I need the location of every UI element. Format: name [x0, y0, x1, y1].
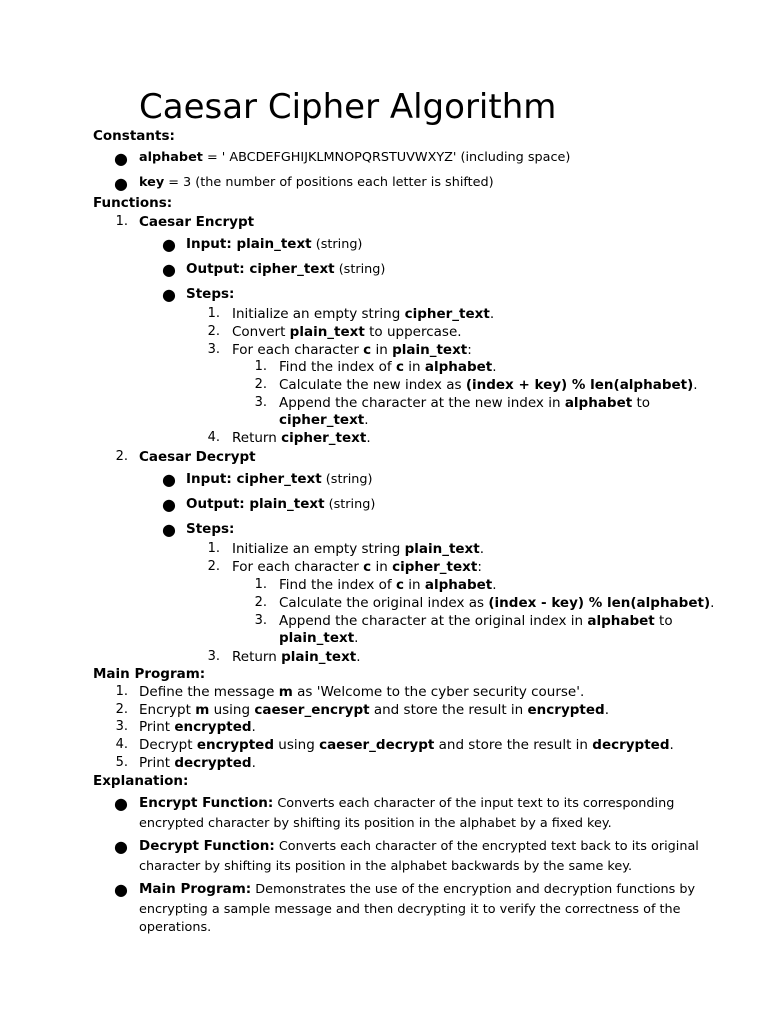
constants-heading: Constants: — [93, 128, 175, 144]
functions-heading: Functions: — [93, 195, 173, 211]
main-step-3: Print encrypted. — [139, 719, 256, 735]
list-number: 2. — [207, 324, 220, 339]
bullet-icon: ● — [162, 495, 176, 514]
encrypt-step-4: Return cipher_text. — [232, 430, 371, 446]
explanation-encrypt: Encrypt Function: Converts each character of the input text to its corresponding — [139, 795, 675, 811]
encrypt-steps-label: Steps: — [186, 286, 235, 302]
decrypt-step-1: Initialize an empty string plain_text. — [232, 541, 485, 557]
list-number: 2. — [115, 702, 128, 717]
list-number: 1. — [115, 684, 128, 699]
encrypt-step-1: Initialize an empty string cipher_text. — [232, 306, 495, 322]
list-number: 1. — [207, 306, 220, 321]
decrypt-function-title: Caesar Decrypt — [139, 449, 256, 465]
list-number: 1. — [115, 214, 128, 229]
explanation-encrypt-line2: encrypted character by shifting its position in the alphabet by a fixed key. — [139, 816, 612, 831]
encrypt-function-title: Caesar Encrypt — [139, 214, 255, 230]
list-number: 3. — [254, 613, 267, 628]
encrypt-output: Output: cipher_text (string) — [186, 261, 386, 277]
decrypt-steps-label: Steps: — [186, 521, 235, 537]
bullet-icon: ● — [162, 235, 176, 254]
encrypt-step-3: For each character c in plain_text: — [232, 342, 472, 358]
bullet-icon: ● — [114, 174, 128, 193]
decrypt-substep-3: Append the character at the original index in alphabet to — [279, 613, 673, 629]
decrypt-substep-3-cont: plain_text. — [279, 630, 359, 646]
encrypt-substep-3-cont: cipher_text. — [279, 412, 369, 428]
list-number: 4. — [115, 737, 128, 752]
decrypt-step-3: Return plain_text. — [232, 649, 361, 665]
list-number: 2. — [254, 377, 267, 392]
list-number: 2. — [207, 559, 220, 574]
main-step-4: Decrypt encrypted using caeser_decrypt and store the result in decrypted. — [139, 737, 674, 753]
main-step-2: Encrypt m using caeser_encrypt and store the result in encrypted. — [139, 702, 609, 718]
decrypt-substep-2: Calculate the original index as (index - key) % len(alphabet). — [279, 595, 715, 611]
decrypt-step-2: For each character c in cipher_text: — [232, 559, 482, 575]
bullet-icon: ● — [162, 520, 176, 539]
bullet-icon: ● — [162, 260, 176, 279]
list-number: 3. — [254, 395, 267, 410]
decrypt-output: Output: plain_text (string) — [186, 496, 376, 512]
main-step-5: Print decrypted. — [139, 755, 256, 771]
encrypt-substep-2: Calculate the new index as (index + key) % len(alphabet). — [279, 377, 698, 393]
list-number: 5. — [115, 755, 128, 770]
decrypt-substep-1: Find the index of c in alphabet. — [279, 577, 497, 593]
main-program-heading: Main Program: — [93, 666, 206, 682]
encrypt-substep-1: Find the index of c in alphabet. — [279, 359, 497, 375]
decrypt-input: Input: cipher_text (string) — [186, 471, 373, 487]
encrypt-step-2: Convert plain_text to uppercase. — [232, 324, 462, 340]
bullet-icon: ● — [114, 794, 128, 813]
list-number: 1. — [254, 577, 267, 592]
page-title: Caesar Cipher Algorithm — [139, 87, 557, 127]
list-number: 3. — [207, 649, 220, 664]
list-number: 1. — [254, 359, 267, 374]
explanation-heading: Explanation: — [93, 773, 189, 789]
explanation-main-line3: operations. — [139, 920, 212, 935]
encrypt-input: Input: plain_text (string) — [186, 236, 363, 252]
list-number: 2. — [115, 449, 128, 464]
encrypt-substep-3: Append the character at the new index in alphabet to — [279, 395, 651, 411]
bullet-icon: ● — [162, 470, 176, 489]
constant-key: key = 3 (the number of positions each letter is shifted) — [139, 175, 494, 190]
main-step-1: Define the message m as 'Welcome to the cyber security course'. — [139, 684, 585, 700]
explanation-decrypt: Decrypt Function: Converts each character of the encrypted text back to its original — [139, 838, 699, 854]
explanation-main: Main Program: Demonstrates the use of the encryption and decryption functions by — [139, 881, 696, 897]
list-number: 1. — [207, 541, 220, 556]
list-number: 2. — [254, 595, 267, 610]
list-number: 4. — [207, 430, 220, 445]
explanation-decrypt-line2: character by shifting its position in the alphabet backwards by the same key. — [139, 859, 633, 874]
bullet-icon: ● — [114, 837, 128, 856]
bullet-icon: ● — [114, 149, 128, 168]
bullet-icon: ● — [162, 285, 176, 304]
list-number: 3. — [115, 719, 128, 734]
constant-alphabet: alphabet = ' ABCDEFGHIJKLMNOPQRSTUVWXYZ' (including space) — [139, 150, 571, 165]
explanation-main-line2: encrypting a sample message and then decrypting it to verify the correctness of the — [139, 902, 681, 917]
bullet-icon: ● — [114, 880, 128, 899]
list-number: 3. — [207, 342, 220, 357]
